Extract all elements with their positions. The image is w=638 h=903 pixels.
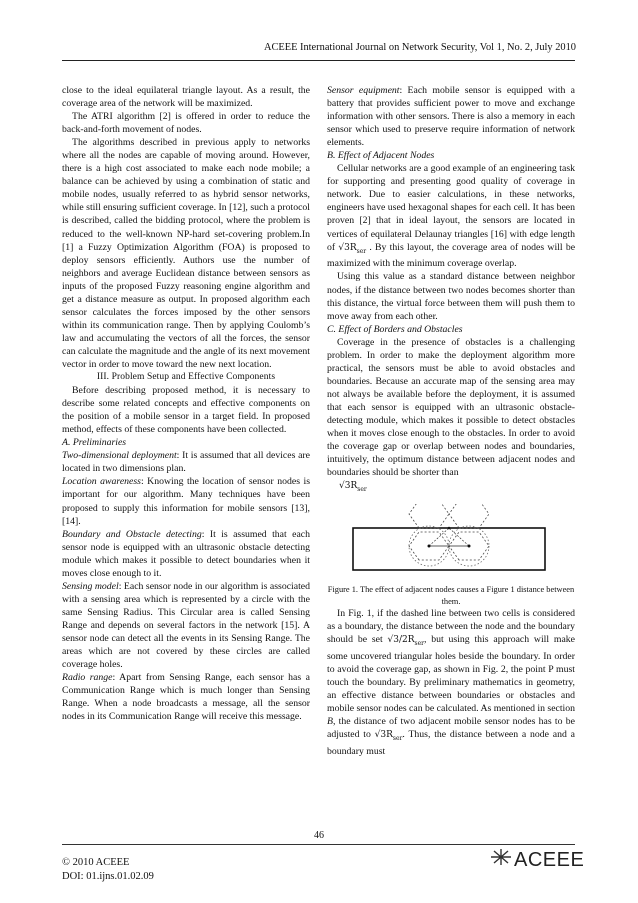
math-text: √3R bbox=[374, 730, 393, 741]
definition: : Knowing the location of sensor nodes is important for our algorithm. Many techniques have been proposed to supply this information for mobile sensors [13],[14]. bbox=[62, 476, 310, 527]
paragraph bbox=[327, 607, 575, 758]
math-text: √3/2R bbox=[387, 635, 415, 646]
left-column bbox=[62, 84, 310, 723]
term: Location awareness bbox=[62, 476, 141, 488]
doi: DOI: 01.ijns.01.02.09 bbox=[62, 871, 154, 882]
hexagon-cell bbox=[409, 504, 449, 528]
node-link bbox=[449, 528, 469, 546]
definition: : Apart from Sensing Range, each sensor has a Communication Range which is much longer than Sensing Range. When a node broadcasts a message, all the sensor nodes in its Communication Range will receive this message. bbox=[62, 672, 310, 723]
definition-item bbox=[62, 528, 310, 580]
definition-item bbox=[62, 475, 310, 527]
term: Radio range bbox=[62, 672, 113, 684]
aceee-logo bbox=[488, 846, 584, 874]
term: Sensor equipment bbox=[327, 85, 400, 96]
subsection-heading: A. Preliminaries bbox=[62, 437, 127, 449]
sensor-node bbox=[448, 527, 451, 530]
text-run: , the distance of two adjacent mobile sensor nodes has to be adjusted to bbox=[327, 716, 575, 741]
text-run: . Thus, the distance between a node and a boundary must bbox=[327, 729, 575, 758]
page-number: 46 bbox=[314, 830, 324, 841]
definition-item bbox=[62, 671, 310, 723]
logo-icon bbox=[488, 846, 514, 874]
boundary-rectangle bbox=[353, 528, 545, 570]
definition: : Each sensor node in our algorithm is associated with a sensing area which is represented by a circle with the same Sensing Radius. This Circular area is called Sensing Range and depends on several factors in the network [15]. A sensor node can detect all the events in its Sensing Range. The areas which are not covered by these circles are called coverage holes. bbox=[62, 580, 310, 671]
definition-item bbox=[62, 580, 310, 671]
footer-rule bbox=[62, 844, 575, 845]
sensor-node bbox=[468, 545, 471, 548]
math-sqrt3-half-rser bbox=[388, 635, 425, 645]
section-heading: III. Problem Setup and Effective Components bbox=[96, 372, 276, 383]
math-sqrt3-rser bbox=[338, 243, 366, 253]
text-run: , but using this approach will make some uncovered triangular holes beside the boundary. In order to avoid the coverage gap, as shown in Fig. 2, the point P must touch the boundary. By preliminary mathematics in geometry, an effective distance between boundaries or obstacles and mobile sensor nodes can be calculated. As mentioned in section bbox=[327, 634, 576, 715]
math-subscript: ser bbox=[392, 735, 403, 743]
paragraph: The algorithms described in previous apply to networks where all the nodes are capable of moving around. However, there is a high cost associated to make each node mobile; a balance can be achieved by using a combination of static and mobile nodes, usually referred to as hybrid sensor networks, while still ensuring sufficient coverage. In [12], such a protocol is described, called the bidding protocol, where the problem is reduced to the well-known NP-hard set-covering problem.In [1] a Fuzzy Optimization Algorithm (FOA) is proposed to deploy sensors efficiently. Authors use the number of neighbors and average Euclidean distance between sensors as inputs of the proposed Fuzzy reasoning engine algorithm and get a distance measure as output. In proposed algorithm each sensor calculates the forces imposed by the other sensors within its communication range. Then by applying Coulomb’s law and accumulating the vectors of all the forces, the sensor can calculate the magnitude and the angle of its next movement vector in order to move toward the new next location. bbox=[62, 137, 310, 370]
subsection-heading: B. Effect of Adjacent Nodes bbox=[327, 150, 435, 162]
math-subscript: ser bbox=[356, 247, 367, 255]
text-run: In Fig. 1, if the dashed line between two cells is considered as a boundary, the distance between the node and the boundary should be set bbox=[327, 608, 575, 646]
hexagon-cell bbox=[449, 504, 489, 528]
header-rule bbox=[62, 60, 575, 61]
text-run: Cellular networks are a good example of an engineering task for supporting and presenting good quality of coverage in network. Due to easier calculations, in these networks, engineers have used hexagonal shapes for each cell. It has been proven [2] that in ideal layout, the sensors are located in vertices of equilateral Delaunay triangles [16] with edge length of bbox=[327, 163, 575, 253]
section-ref: B bbox=[327, 716, 333, 728]
subsection-heading: C. Effect of Borders and Obstacles bbox=[327, 323, 463, 335]
paragraph: Using this value as a standard distance between neighbor nodes, if the distance between two nodes becomes shorter than this distance, the virtual force between them will push them to move away from each other. bbox=[327, 271, 575, 322]
figure-1 bbox=[349, 504, 549, 576]
paragraph: close to the ideal equilateral triangle layout. As a result, the coverage area of the network will be maximized. bbox=[62, 85, 310, 110]
footer-info bbox=[62, 856, 154, 884]
term: Sensing model bbox=[62, 580, 119, 592]
definition: : Each mobile sensor is equipped with a battery that provides sufficient power to move and exchange information with other sensors. There is also a memory in each sensor which used to preserve require information of network elements. bbox=[327, 85, 575, 149]
journal-header: ACEEE International Journal on Network Security, Vol 1, No. 2, July 2010 bbox=[263, 42, 576, 53]
math-text: √3R bbox=[338, 242, 357, 253]
paragraph: Before describing proposed method, it is necessary to describe some related concepts and effective components on the position of a mobile sensor in a target field. In proposed method, effects of these components have been collected. bbox=[62, 385, 310, 436]
math-subscript: ser bbox=[357, 486, 367, 493]
definition-item bbox=[327, 84, 575, 149]
node-link bbox=[429, 528, 449, 546]
right-column bbox=[327, 84, 575, 758]
term: Two-dimensional deployment bbox=[62, 450, 177, 462]
paragraph: Coverage in the presence of obstacles is a challenging problem. In order to make the deployment algorithm more practical, the sensors must be able to avoid obstacles and boundaries. Because an accurate map of the sensing area may not always be available before the deployment, it is assumed that each sensor is equipped with an ultrasonic obstacle-detecting module, which makes it possible to detect obstacles when it moves close enough to the obstacles. In order to avoid the coverage gap or overlap between nodes and boundaries, intuitively, the optimum distance between adjacent nodes and boundaries should be shorter than bbox=[327, 336, 575, 479]
paragraph: The ATRI algorithm [2] is offered in order to reduce the back-and-forth movement of nodes. bbox=[62, 111, 310, 136]
figure-1-diagram bbox=[349, 504, 549, 576]
definition: : It is assumed that all devices are located in two dimensions plan. bbox=[62, 450, 311, 475]
math-sqrt3-rser bbox=[374, 730, 403, 743]
figure-caption: Figure 1. The effect of adjacent nodes causes a Figure 1 distance between them. bbox=[327, 585, 575, 606]
paragraph bbox=[327, 162, 575, 270]
definition-item bbox=[62, 449, 310, 475]
term: Boundary and Obstacle detecting bbox=[62, 528, 202, 540]
math-sqrt3-rser bbox=[339, 480, 575, 496]
math-subscript: ser bbox=[414, 639, 424, 647]
text-run: . By this layout, the coverage area of nodes will be maximized with the minimum coverage overlap. bbox=[327, 241, 576, 270]
sensor-node bbox=[428, 545, 431, 548]
copyright: © 2010 ACEEE bbox=[62, 857, 130, 868]
logo-text: ACEEE bbox=[514, 848, 585, 871]
definition: : It is assumed that each sensor node is equipped with an ultrasonic obstacle detecting module which makes it possible to detect boundaries when it moves close enough to it. bbox=[62, 528, 310, 579]
math-text: √3R bbox=[339, 481, 358, 492]
